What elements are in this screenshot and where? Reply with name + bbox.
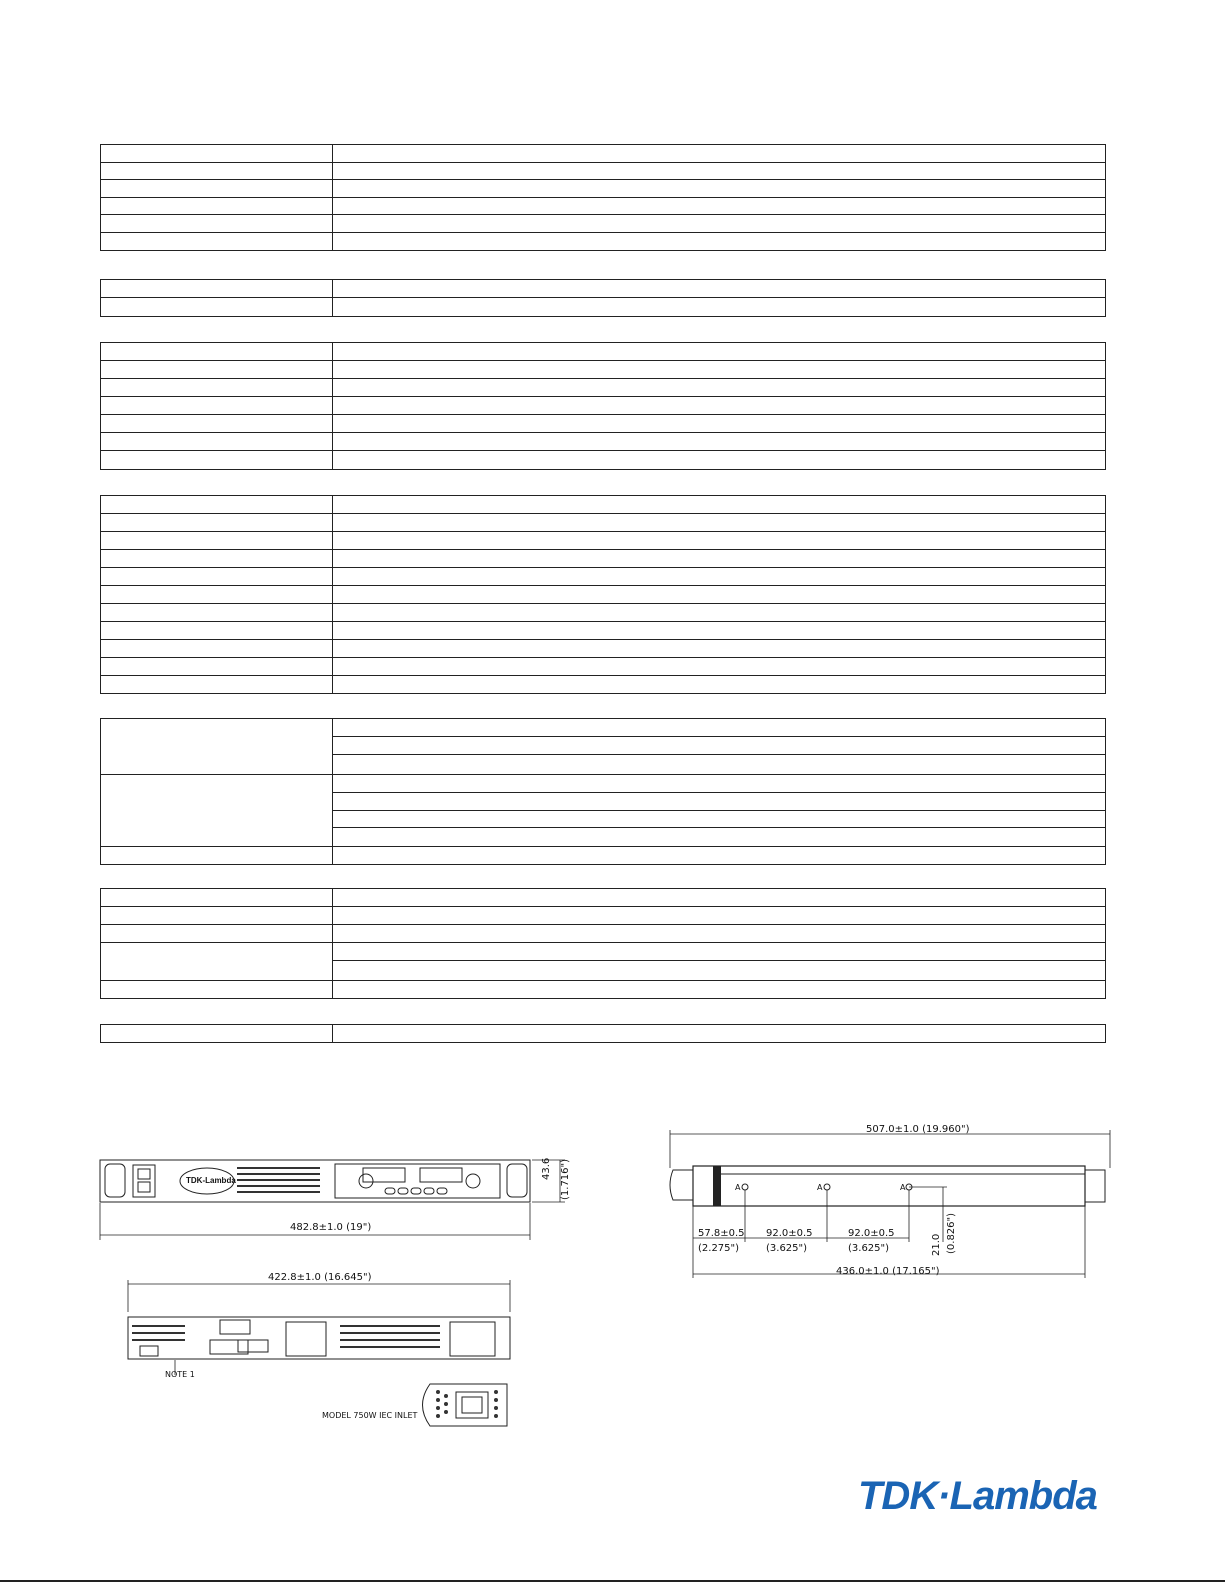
spec-table-4 xyxy=(100,495,1106,694)
side-length-dimension: 507.0±1.0 (19.960") xyxy=(866,1124,970,1135)
spec-table-6 xyxy=(100,888,1106,999)
rear-note-label: NOTE 1 xyxy=(165,1370,195,1379)
tdk-lambda-logo: TDK·Lambda xyxy=(858,1474,1097,1518)
side-hole-label-3: A xyxy=(900,1183,906,1192)
side-hole-dimension-2: 92.0±0.5 xyxy=(766,1228,813,1239)
side-depth-dimension: 436.0±1.0 (17.165") xyxy=(836,1266,940,1277)
side-offset-dimension-inches: (0.826") xyxy=(946,1212,957,1254)
side-hole-dimension-2-inches: (3.625") xyxy=(766,1243,808,1254)
front-height-dimension: 43.6 xyxy=(541,1157,552,1180)
spec-table-7 xyxy=(100,1024,1106,1043)
front-brand-badge: TDK-Lambda xyxy=(186,1176,236,1185)
front-height-dimension-inches: (1.716") xyxy=(560,1158,571,1200)
rear-width-dimension: 422.8±1.0 (16.645") xyxy=(268,1272,372,1283)
front-vents xyxy=(237,1168,320,1192)
side-hole-dimension-3-inches: (3.625") xyxy=(848,1243,890,1254)
spec-table-3 xyxy=(100,342,1106,470)
iec-inlet-drawing xyxy=(410,1382,510,1432)
side-hole-dimension-1-inches: (2.275") xyxy=(698,1243,740,1254)
side-offset-dimension: 21.0 xyxy=(931,1233,942,1256)
bottom-rule xyxy=(0,1580,1225,1582)
iec-inlet-caption: MODEL 750W IEC INLET xyxy=(322,1411,418,1420)
spec-table-5 xyxy=(100,718,1106,865)
side-hole-dimension-3: 92.0±0.5 xyxy=(848,1228,895,1239)
spec-table-1 xyxy=(100,144,1106,251)
side-hole-label-2: A xyxy=(817,1183,823,1192)
side-hole-dimension-1: 57.8±0.5 xyxy=(698,1228,745,1239)
front-width-dimension: 482.8±1.0 (19") xyxy=(290,1222,372,1233)
spec-table-2 xyxy=(100,279,1106,317)
side-hole-label-1: A xyxy=(735,1183,741,1192)
